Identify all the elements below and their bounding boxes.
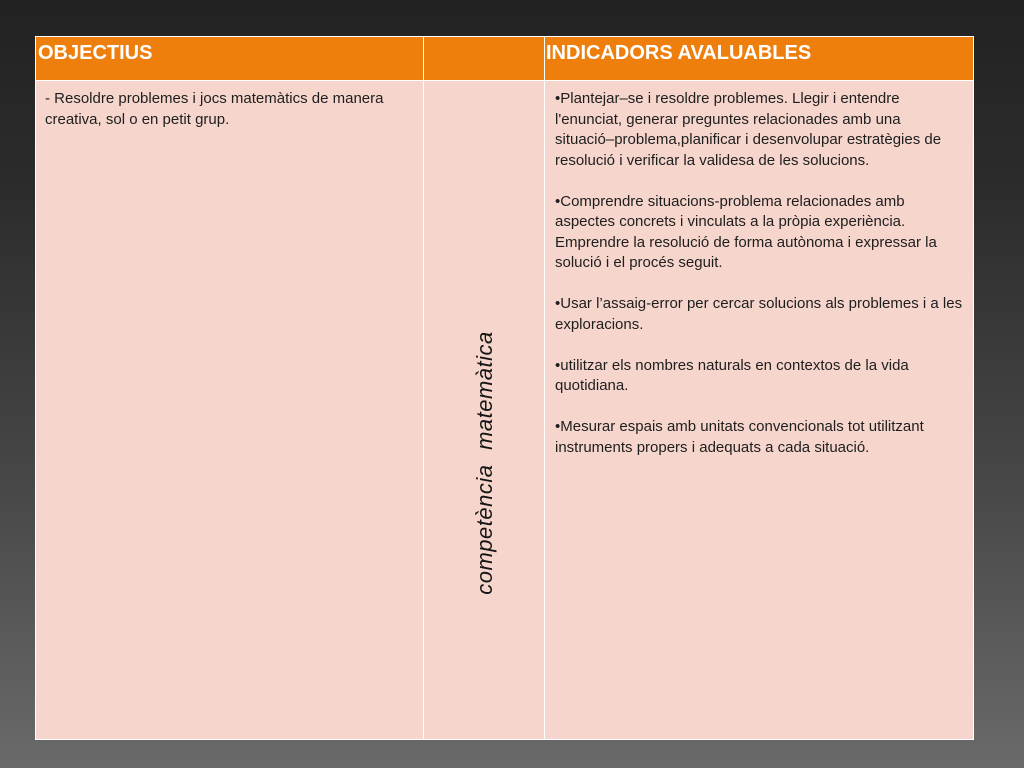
indicador-item: •Mesurar espais amb unitats convencionals tot utilitzant instruments propers i adequats a cada situació.	[555, 418, 924, 456]
competencia-cell	[424, 81, 545, 740]
indicador-item: Emprendre la resolució de forma autònoma i expressar la solució i el procés seguit.	[555, 233, 937, 271]
indicador-group	[555, 192, 963, 274]
body-row	[36, 81, 974, 740]
header-row	[36, 37, 974, 81]
indicador-item: •utilitzar els nombres naturals en contextos de la vida quotidiana.	[555, 356, 909, 394]
indicadors-cell	[545, 81, 974, 740]
header-middle	[424, 37, 545, 81]
objectives-table	[35, 36, 974, 740]
indicador-item: •Usar l’assaig-error per cercar solucions als problemes i a les exploracions.	[555, 295, 963, 333]
objectius-text: - Resoldre problemes i jocs matemàtics de manera creativa, sol o en petit grup.	[45, 90, 384, 128]
objectius-cell	[36, 81, 424, 740]
indicador-item: •Comprendre situacions-problema relacionades amb aspectes concrets i vinculats a la pròpia experiència.	[555, 192, 906, 230]
competencia-label: competència matemàtica	[471, 331, 497, 595]
indicador-item: •Plantejar–se i resoldre problemes. Llegir i entendre l'enunciat, generar preguntes relacionades amb una situació–problema,planificar i desenvolupar estratègies de resolució i verificar la validesa de les solucions.	[555, 90, 942, 169]
header-indicadors: INDICADORS AVALUABLES	[545, 37, 974, 81]
header-objectius: OBJECTIUS	[36, 37, 424, 81]
